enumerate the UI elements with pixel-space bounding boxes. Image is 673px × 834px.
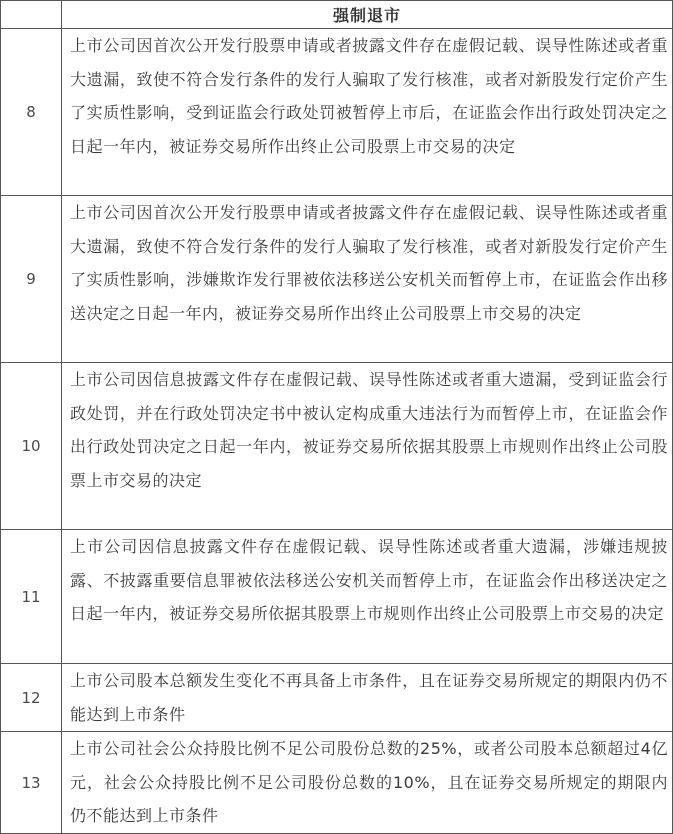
table-row <box>1 196 673 363</box>
row-number: 8 <box>1 29 62 196</box>
table-row <box>1 29 673 196</box>
row-text: 上市公司因首次公开发行股票申请或者披露文件存在虚假记载、误导性陈述或者重大遗漏，致使不符合发行条件的发行人骗取了发行核准，或者对新股发行定价产生了实质性影响，涉嫌欺诈发行罪被依法移送公安机关而暂停上市，在证监会作出移送决定之日起一年内，被证券交易所作出终止公司股票上市交易的决定 <box>62 196 673 363</box>
row-text: 上市公司因信息披露文件存在虚假记载、误导性陈述或者重大遗漏，涉嫌违规披露、不披露重要信息罪被依法移送公安机关而暂停上市，在证监会作出移送决定之日起一年内，被证券交易所依据其股票上市规则作出终止公司股票上市交易的决定 <box>62 530 673 664</box>
row-number: 12 <box>1 664 62 732</box>
row-text: 上市公司社会公众持股比例不足公司股份总数的25%，或者公司股本总额超过4亿元，社会公众持股比例不足公司股份总数的10%，且在证券交易所规定的期限内仍不能达到上市条件 <box>62 732 673 834</box>
row-number: 9 <box>1 196 62 363</box>
row-text: 上市公司因首次公开发行股票申请或者披露文件存在虚假记载、误导性陈述或者重大遗漏，致使不符合发行条件的发行人骗取了发行核准，或者对新股发行定价产生了实质性影响，受到证监会行政处罚被暂停上市后，在证监会作出行政处罚决定之日起一年内，被证券交易所作出终止公司股票上市交易的决定 <box>62 29 673 196</box>
header-number-cell <box>1 1 62 29</box>
table-title: 强制退市 <box>62 1 673 29</box>
table-row <box>1 363 673 530</box>
row-text: 上市公司因信息披露文件存在虚假记载、误导性陈述或者重大遗漏，受到证监会行政处罚，并在行政处罚决定书中被认定构成重大违法行为而暂停上市，在证监会作出行政处罚决定之日起一年内，被证券交易所依据其股票上市规则作出终止公司股票上市交易的决定 <box>62 363 673 530</box>
table-row <box>1 732 673 834</box>
row-number: 13 <box>1 732 62 834</box>
table-row <box>1 664 673 732</box>
row-number: 11 <box>1 530 62 664</box>
row-number: 10 <box>1 363 62 530</box>
table-row <box>1 530 673 664</box>
table-header-row <box>1 1 673 29</box>
row-text: 上市公司股本总额发生变化不再具备上市条件，且在证券交易所规定的期限内仍不能达到上市条件 <box>62 664 673 732</box>
